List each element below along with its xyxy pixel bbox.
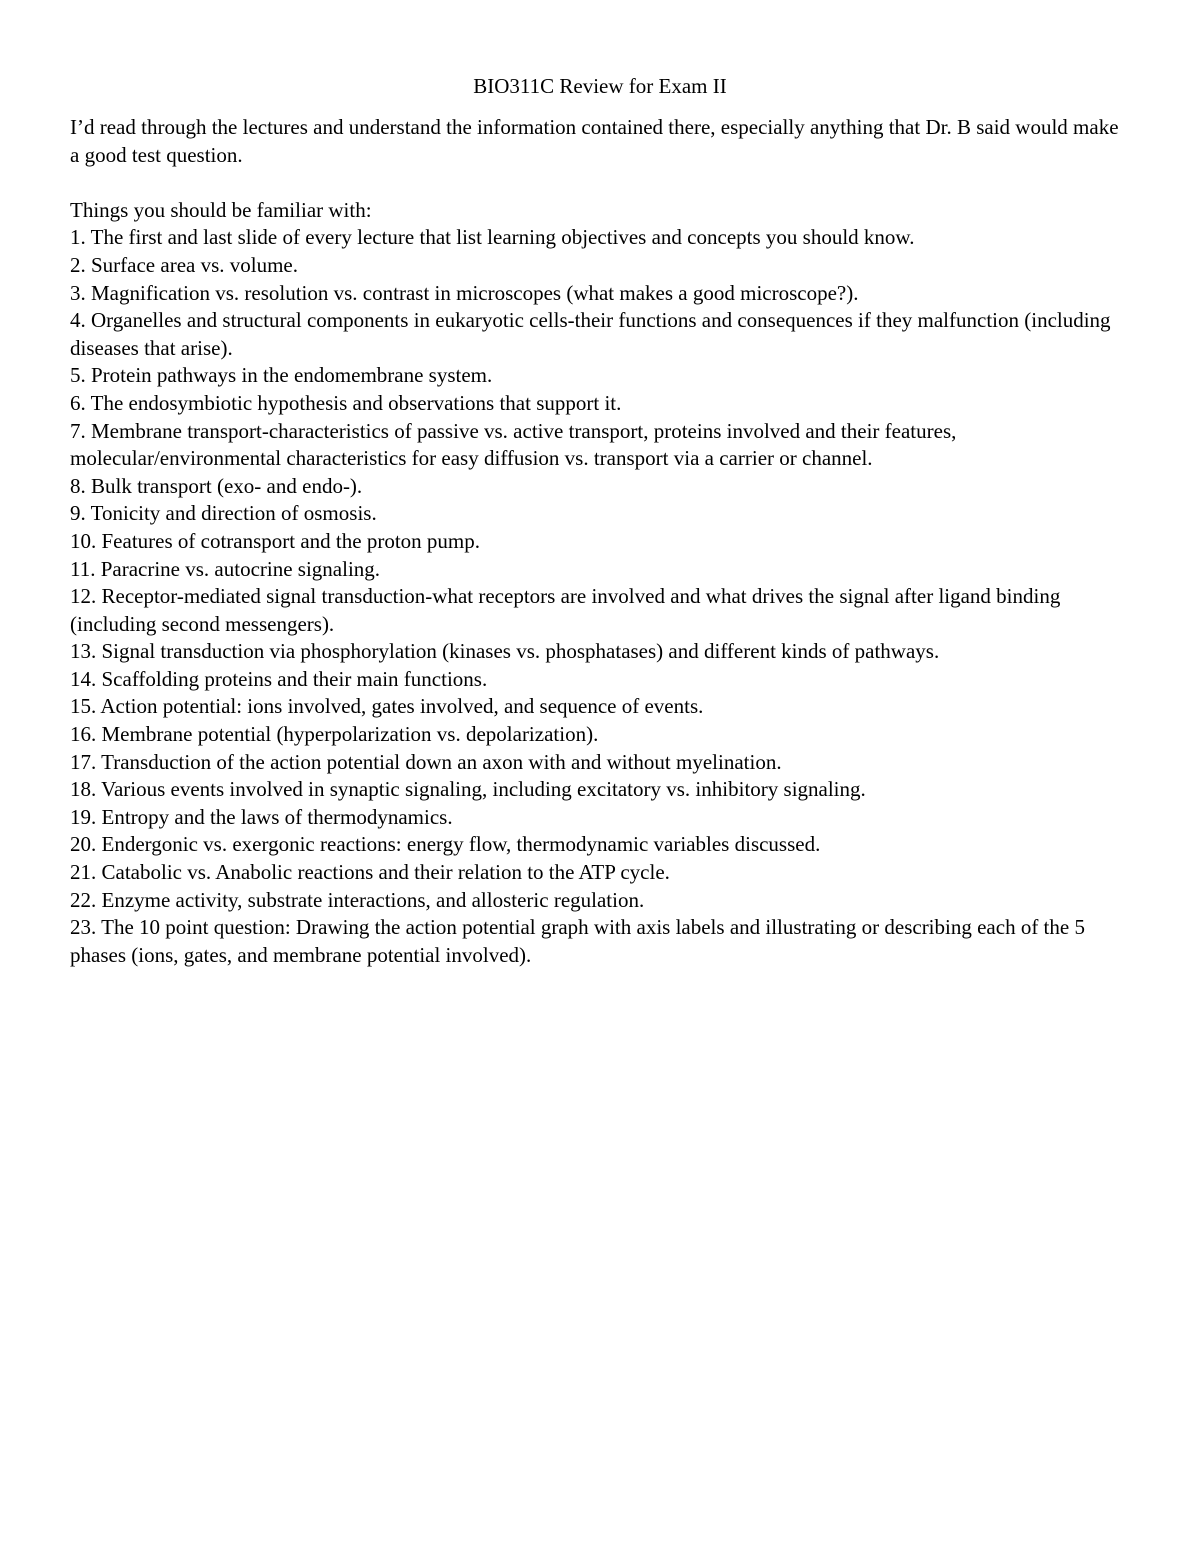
list-item: 16. Membrane potential (hyperpolarization vs. depolarization). [70, 722, 599, 747]
list-heading: Things you should be familiar with: [70, 197, 372, 222]
list-item: 11. Paracrine vs. autocrine signaling. [70, 556, 381, 581]
paragraph-spacer [70, 169, 1130, 197]
review-topic-list [70, 224, 1130, 969]
list-item: 13. Signal transduction via phosphorylation (kinases vs. phosphatases) and different kinds of pathways. [70, 639, 940, 664]
list-item: 7. Membrane transport-characteristics of passive vs. active transport, proteins involved and their features, molecular/environmental characteristics for easy diffusion vs. transport via a carrier or channel. [70, 418, 957, 471]
list-item: 22. Enzyme activity, substrate interactions, and allosteric regulation. [70, 887, 645, 912]
list-item: 10. Features of cotransport and the proton pump. [70, 528, 480, 553]
list-item: 14. Scaffolding proteins and their main functions. [70, 666, 488, 691]
intro-paragraph: I’d read through the lectures and understand the information contained there, especially anything that Dr. B said would make a good test question. [70, 115, 1119, 167]
list-item: 3. Magnification vs. resolution vs. contrast in microscopes (what makes a good microscope?). [70, 280, 859, 305]
list-item: 15. Action potential: ions involved, gates involved, and sequence of events. [70, 694, 704, 719]
list-item: 5. Protein pathways in the endomembrane system. [70, 363, 493, 388]
list-item: 6. The endosymbiotic hypothesis and observations that support it. [70, 390, 622, 415]
list-item: 9. Tonicity and direction of osmosis. [70, 501, 377, 526]
list-item: 21. Catabolic vs. Anabolic reactions and their relation to the ATP cycle. [70, 860, 670, 885]
document-title: BIO311C Review for Exam II [473, 74, 727, 98]
list-item: 12. Receptor-mediated signal transduction-what receptors are involved and what drives the signal after ligand binding (including second messengers). [70, 584, 1061, 636]
list-item: 18. Various events involved in synaptic signaling, including excitatory vs. inhibitory signaling. [70, 777, 866, 802]
list-item: 4. Organelles and structural components in eukaryotic cells-their functions and consequences if they malfunction (including diseases that arise). [70, 308, 1111, 360]
list-item: 23. The 10 point question: Drawing the action potential graph with axis labels and illustrating or describing each of the 5 phases (ions, gates, and membrane potential involved). [70, 915, 1085, 967]
list-item: 20. Endergonic vs. exergonic reactions: energy flow, thermodynamic variables discussed. [70, 832, 821, 857]
list-item: 8. Bulk transport (exo- and endo-). [70, 473, 363, 498]
list-item: 2. Surface area vs. volume. [70, 252, 298, 277]
list-item: 19. Entropy and the laws of thermodynamics. [70, 804, 453, 829]
document-page [70, 72, 1130, 969]
list-item: 17. Transduction of the action potential down an axon with and without myelination. [70, 749, 782, 774]
list-item: 1. The first and last slide of every lecture that list learning objectives and concepts you should know. [70, 225, 915, 250]
